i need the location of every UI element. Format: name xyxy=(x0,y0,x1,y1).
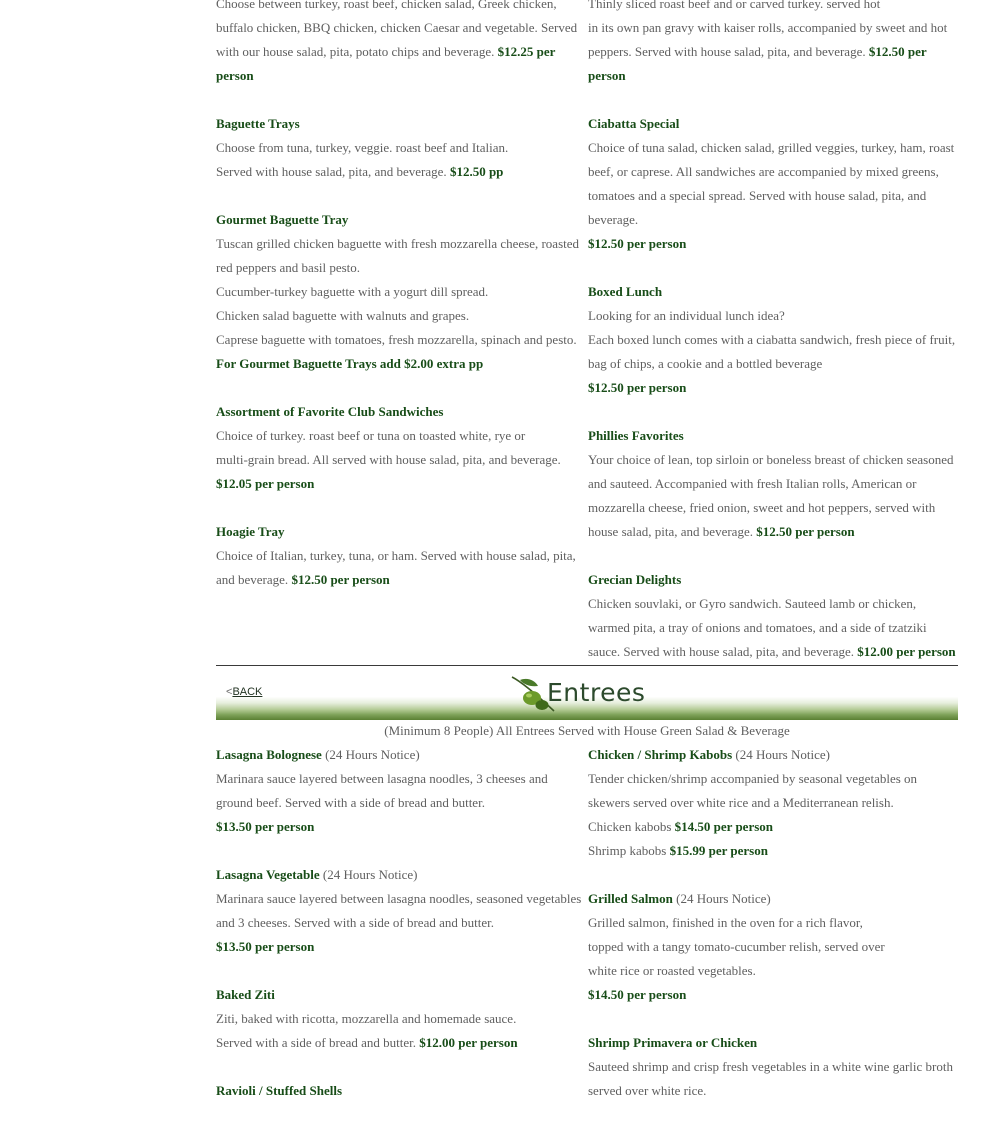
menu-item-shrimp-primavera xyxy=(588,1031,958,1103)
item-price: $12.50 per person xyxy=(588,44,927,83)
item-description: Marinara sauce layered between lasagna noodles, seasoned vegetables and 3 cheeses. Served with a side of bread and butter. xyxy=(216,891,582,930)
item-price: $12.25 per person xyxy=(216,44,556,83)
menu-item-assorted-wraps xyxy=(216,0,582,88)
entrees-logo xyxy=(510,674,646,714)
item-title: Phillies Favorites xyxy=(588,428,684,443)
item-description: topped with a tangy tomato-cucumber relish, served over xyxy=(588,939,885,954)
item-title: Gourmet Baguette Tray xyxy=(216,212,349,227)
item-price: $12.50 per person xyxy=(588,380,687,395)
entrees-column-left xyxy=(216,743,582,1127)
menu-item-gourmet-baguette-tray xyxy=(216,208,582,376)
menu-item-hoagie-tray xyxy=(216,520,582,592)
back-link-prefix: < xyxy=(226,686,233,698)
item-description: Tuscan grilled chicken baguette with fresh mozzarella cheese, roasted red peppers and basil pesto. xyxy=(216,236,580,275)
item-description: Tender chicken/shrimp accompanied by seasonal vegetables on skewers served over white rice and a Mediterranean relish. xyxy=(588,771,918,810)
item-title: Baguette Trays xyxy=(216,116,300,131)
item-description: Looking for an individual lunch idea? xyxy=(588,308,785,323)
item-description: Choose between turkey, roast beef, chicken salad, Greek chicken, buffalo chicken, BBQ chicken, chicken Caesar and vegetable. Served with our house salad, pita, potato chips and beverage. xyxy=(216,0,578,59)
item-price: $12.50 per person xyxy=(756,524,855,539)
sandwich-column-right xyxy=(588,0,958,688)
item-title: Lasagna Vegetable xyxy=(216,867,320,882)
item-price: $12.00 per person xyxy=(857,644,956,659)
option-label: Shrimp kabobs xyxy=(588,843,670,858)
item-price: $12.50 pp xyxy=(449,164,504,179)
item-price: $13.50 per person xyxy=(216,819,315,834)
menu-item-grilled-salmon xyxy=(588,887,958,1007)
item-title: Grecian Delights xyxy=(588,572,682,587)
item-description: Marinara sauce layered between lasagna noodles, 3 cheeses and ground beef. Served with a side of bread and butter. xyxy=(216,771,548,810)
item-title: Boxed Lunch xyxy=(588,284,663,299)
item-description: white rice or roasted vegetables. xyxy=(588,963,756,978)
item-title: Hoagie Tray xyxy=(216,524,285,539)
item-description: Choice of tuna salad, chicken salad, grilled veggies, turkey, ham, roast beef, or caprese. All sandwiches are accompanied by mixed greens, tomatoes and a special spread. Served with house salad, pita, and beverage. xyxy=(588,140,955,227)
item-description: Served with house salad, pita, and beverage. xyxy=(216,164,447,179)
item-description: in its own pan gravy with kaiser rolls, accompanied by sweet and hot peppers. Served with house salad, pita, and beverage. xyxy=(588,20,948,59)
menu-item-kabobs xyxy=(588,743,958,863)
item-description: Chicken souvlaki, or Gyro sandwich. Sauteed lamb or chicken, warmed pita, a tray of onions and tomatoes, and a side of tzatziki sauce. Served with house salad, pita, and beverage. xyxy=(588,596,927,659)
section-divider xyxy=(216,665,958,666)
item-description: Chicken salad baguette with walnuts and grapes. xyxy=(216,308,470,323)
item-description: Grilled salmon, finished in the oven for a rich flavor, xyxy=(588,915,863,930)
item-description: Choice of turkey. roast beef or tuna on toasted white, rye or xyxy=(216,428,526,443)
item-description: Cucumber-turkey baguette with a yogurt dill spread. xyxy=(216,284,489,299)
back-link[interactable]: BACK xyxy=(232,686,263,698)
item-price: $12.50 per person xyxy=(588,236,687,251)
item-notice: (24 Hours Notice) xyxy=(672,891,771,906)
item-notice: (24 Hours Notice) xyxy=(321,747,420,762)
menu-item-club-sandwiches xyxy=(216,400,582,496)
menu-item-lasagna-vegetable xyxy=(216,863,582,959)
item-description: Choice of Italian, turkey, tuna, or ham. Served with house salad, pita, and beverage. xyxy=(216,548,576,587)
menu-item-baked-ziti xyxy=(216,983,582,1055)
entrees-column-right xyxy=(588,743,958,1127)
item-price: $14.50 per person xyxy=(674,819,774,834)
item-price: $15.99 per person xyxy=(669,843,768,858)
item-title: Ravioli / Stuffed Shells xyxy=(216,1083,343,1098)
item-price: $14.50 per person xyxy=(588,987,687,1002)
item-title: Baked Ziti xyxy=(216,987,275,1002)
menu-item-lasagna-bolognese xyxy=(216,743,582,839)
menu-item-ciabatta-special xyxy=(588,112,958,256)
item-title: Grilled Salmon xyxy=(588,891,673,906)
menu-item-grecian-delights xyxy=(588,568,958,664)
item-title: Assortment of Favorite Club Sandwiches xyxy=(216,404,444,419)
item-title: Chicken / Shrimp Kabobs xyxy=(588,747,733,762)
item-notice: (24 Hours Notice) xyxy=(319,867,418,882)
menu-item-ravioli-stuffed-shells xyxy=(216,1079,582,1103)
item-price: For Gourmet Baguette Trays add $2.00 extra pp xyxy=(216,356,484,371)
entrees-minimum-note: (Minimum 8 People) All Entrees Served with House Green Salad & Beverage xyxy=(384,723,790,738)
item-price: $12.05 per person xyxy=(216,476,315,491)
menu-item-boxed-lunch xyxy=(588,280,958,400)
item-description: Served with a side of bread and butter. xyxy=(216,1035,416,1050)
option-label: Chicken kabobs xyxy=(588,819,675,834)
item-description: Sauteed shrimp and crisp fresh vegetables in a white wine garlic broth served over white rice. xyxy=(588,1059,953,1098)
item-title: Shrimp Primavera or Chicken xyxy=(588,1035,758,1050)
sandwich-column-left xyxy=(216,0,582,616)
back-link-container xyxy=(226,685,262,699)
menu-item-baguette-trays xyxy=(216,112,582,184)
item-description: Choose from tuna, turkey, veggie. roast beef and Italian. xyxy=(216,140,509,155)
item-price: $12.00 per person xyxy=(419,1035,518,1050)
item-title: Lasagna Bolognese xyxy=(216,747,322,762)
entrees-logo-text: Entrees xyxy=(547,678,646,707)
item-description: multi-grain bread. All served with house salad, pita, and beverage. xyxy=(216,452,561,467)
menu-item-phillies-favorites xyxy=(588,424,958,544)
menu-item-hot-roast-beef xyxy=(588,0,958,88)
item-notice: (24 Hours Notice) xyxy=(732,747,830,762)
item-price: $12.50 per person xyxy=(291,572,390,587)
item-description: Your choice of lean, top sirloin or boneless breast of chicken seasoned and sauteed. Accompanied with fresh Italian rolls, American or mozzarella cheese, fried onion, sweet and hot peppers, served with house salad, pita, and beverage. xyxy=(588,452,954,539)
item-title: Ciabatta Special xyxy=(588,116,680,131)
item-description: Each boxed lunch comes with a ciabatta sandwich, fresh piece of fruit, bag of chips, a cookie and a bottled beverage xyxy=(588,332,956,371)
item-description: Ziti, baked with ricotta, mozzarella and homemade sauce. xyxy=(216,1011,517,1026)
item-price: $13.50 per person xyxy=(216,939,315,954)
item-description: Caprese baguette with tomatoes, fresh mozzarella, spinach and pesto. xyxy=(216,332,577,347)
item-description: Thinly sliced roast beef and or carved turkey. served hot xyxy=(588,0,881,11)
